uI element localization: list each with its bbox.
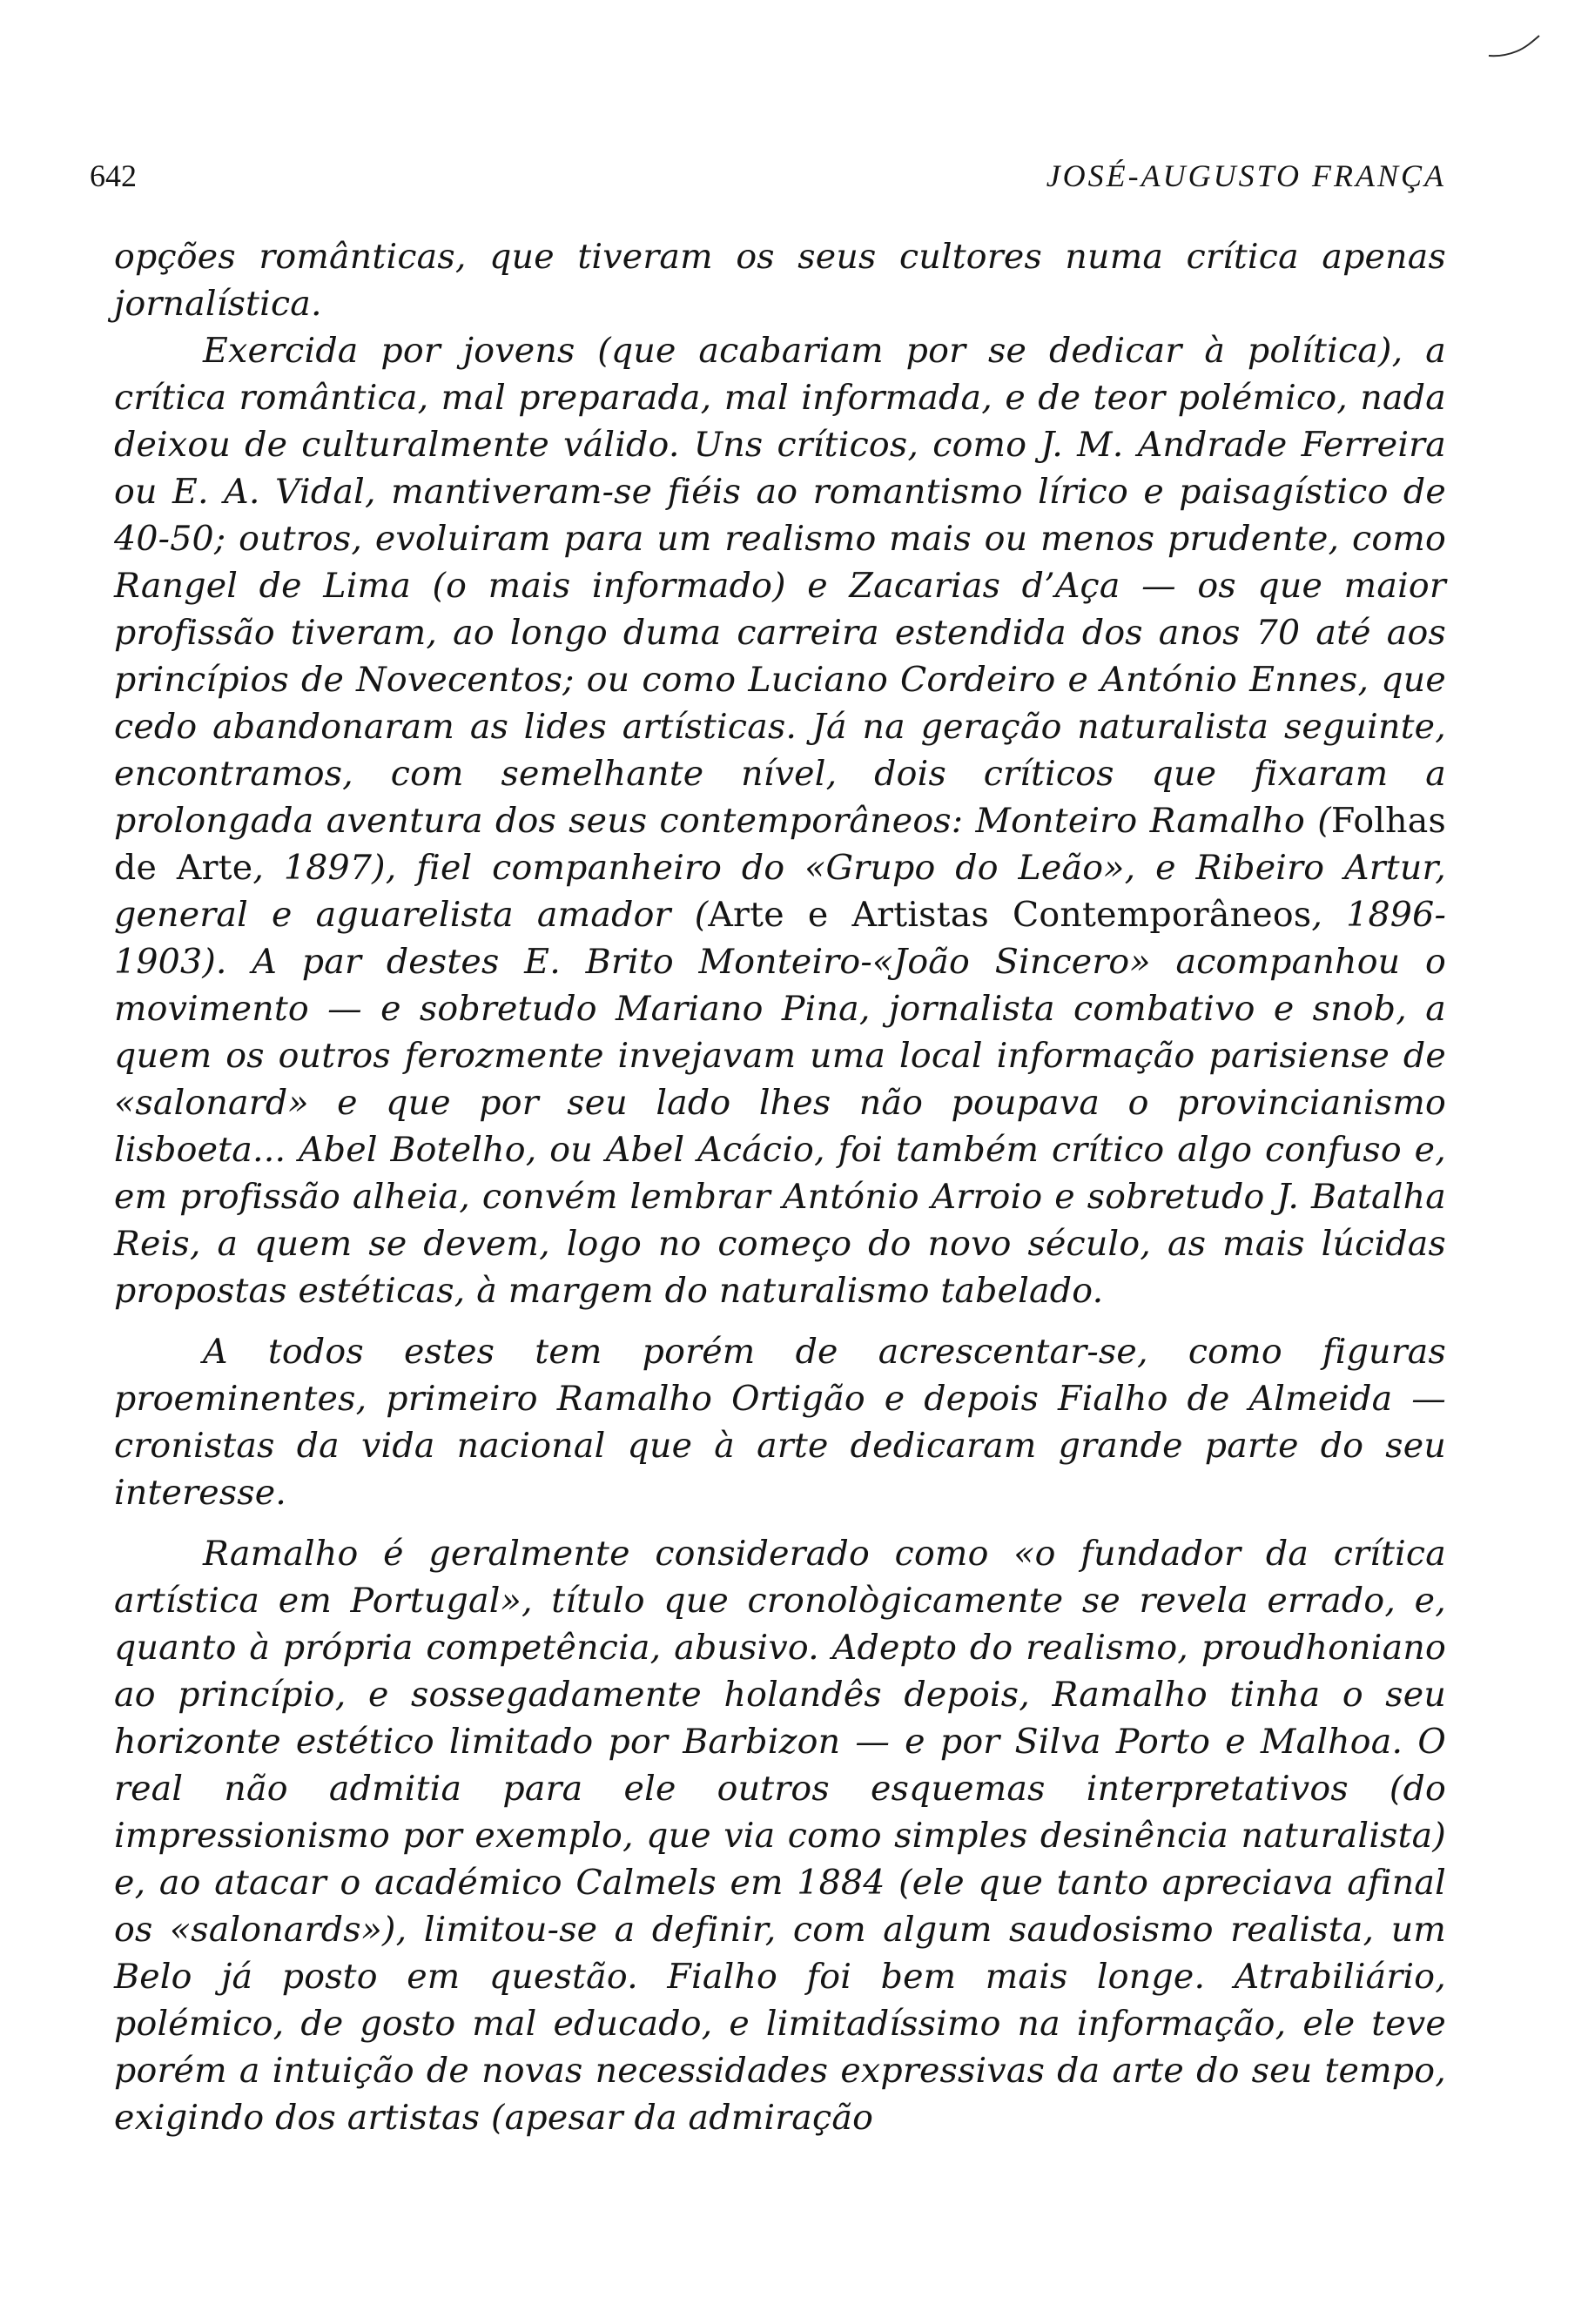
paragraph-text: , 1897), fiel companheiro do «Grupo do Leão», e Ribeiro Artur, general e aguarelista amador ( (114, 848, 1446, 935)
body-text (114, 233, 1446, 2141)
page-header (90, 155, 1446, 197)
page-number: 642 (90, 158, 137, 193)
book-title: Arte e Artistas Contemporâneos (708, 895, 1312, 935)
paragraph-text: Exercida por jovens (que acabariam por se dedicar à política), a crítica romântica, mal preparada, mal informada, e de teor polémico, nada deixou de culturalmente válido. Uns críticos, como J. M. Andrade Ferreira ou E. A. Vidal, mantiveram-se fiéis ao romantismo lírico e paisagístico de 40-50; outros, evoluiram para um realismo mais ou menos prudente, como Rangel de Lima (o mais informado) e Zacarias d’Aça — os que maior profissão tiveram, ao longo duma carreira estendida dos anos 70 até aos princípios de Novecentos; ou como Luciano Cordeiro e António Ennes, que cedo abandonaram as lides artísticas. Já na geração naturalista seguinte, encontramos, com semelhante nível, dois críticos que fixaram a prolongada aventura dos seus contemporâneos: Monteiro Ramalho ( (114, 331, 1446, 841)
running-head: JOSÉ-AUGUSTO FRANÇA (1046, 158, 1446, 193)
paragraph-romantic-criticism (114, 327, 1446, 1314)
pen-mark (1487, 33, 1541, 59)
paragraph-ramalho-fialho: Ramalho é geralmente considerado como «o fundador da crítica artística em Portugal», título que cronològicamente se revela errado, e, quanto à própria competência, abusivo. Adepto do realismo, proudhoniano ao princípio, e sossegadamente holandês depois, Ramalho tinha o seu horizonte estético limitado por Barbizon — e por Silva Porto e Malhoa. O real não admitia para ele outros esquemas interpretativos (do impressionismo por exemplo, que via como simples desinência naturalista) e, ao atacar o académico Calmels em 1884 (ele que tanto apreciava afinal os «salonards»), limitou-se a definir, com algum saudosismo realista, um Belo já posto em questão. Fialho foi bem mais longe. Atrabiliário, polémico, de gosto mal educado, e limitadíssimo na informação, ele teve porém a intuição de novas necessidades expressivas da arte do seu tempo, exigindo dos artistas (apesar da admiração (114, 1534, 1446, 2138)
paragraph-text: , 1896-1903). A par destes E. Brito Monteiro-«João Sincero» acompanhou o movimento — e sobretudo Mariano Pina, jornalista combativo e snob, a quem os outros ferozmente invejavam uma local informação parisiense de «salonard» e que por seu lado lhes não poupava o provincianismo lisboeta... Abel Botelho, ou Abel Acácio, foi também crítico algo confuso e, em profissão alheia, convém lembrar António Arroio e sobretudo J. Batalha Reis, a quem se devem, logo no começo do novo século, as mais lúcidas propostas estéticas, à margem do naturalismo tabelado. (114, 895, 1446, 1311)
book-title: Folhas de Arte (114, 801, 1446, 888)
paragraph-continuation: opções românticas, que tiveram os seus cultores numa crítica apenas jornalística. (114, 237, 1446, 324)
paragraph-chroniclers: A todos estes tem porém de acrescentar-se, como figuras proeminentes, primeiro Ramalho Ortigão e depois Fialho de Almeida — cronistas da vida nacional que à arte dedicaram grande parte do seu interesse. (114, 1332, 1446, 1513)
